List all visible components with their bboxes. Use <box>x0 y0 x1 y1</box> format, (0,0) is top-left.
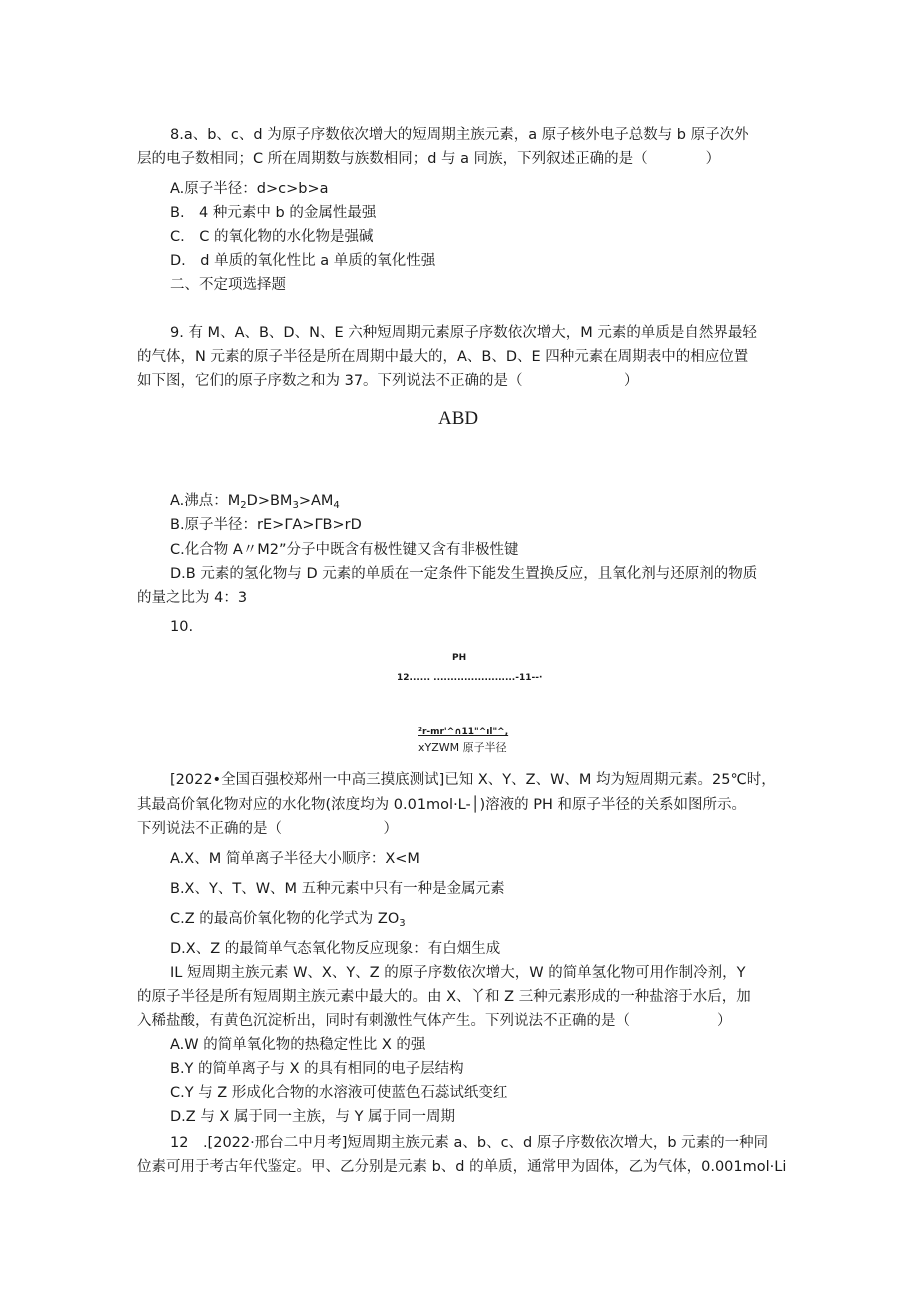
q9-option-d-line2: 的量之比为 4：3 <box>137 590 248 606</box>
q11-stem-line3: 入稀盐酸，有黄色沉淀析出，同时有刺激性气体产生。下列说法不正确的是（ ） <box>137 1013 732 1029</box>
q11-stem-line1: IL 短周期主族元素 W、X、Y、Z 的原子序数依次增大，W 的简单氢化物可用作制冷剂，Y <box>170 965 746 981</box>
q8-option-a: A.原子半径：d>c>b>a <box>170 181 329 197</box>
q10-stem-line2: 其最高价氧化物对应的水化物(浓度均为 0.01mol·L-│)溶液的 PH 和原子半径的关系如图所示。 <box>137 797 746 813</box>
q9-option-a: A.沸点：$M_2D>BM_3>AM_4$ <box>170 493 340 511</box>
q12-stem-line2: 位素可用于考古年代鉴定。甲、乙分别是元素 b、d 的单质，通常甲为固体，乙为气体，0.001mol·Li <box>137 1159 787 1175</box>
q9-figure-label: ABD <box>438 408 479 429</box>
q10-chart-axis-row: 12...... ........................-11--· <box>397 673 543 683</box>
q8-stem-line2: 层的电子数相同；C 所在周期数与族数相同；d 与 a 同族，下列叙述正确的是（ ） <box>137 151 721 167</box>
section-heading: 二、不定项选择题 <box>170 277 286 293</box>
q10-chart-curve-text: ²r-mr'^∩11"^ıl"^, <box>418 727 509 737</box>
q8-option-b: B. 4 种元素中 b 的金属性最强 <box>170 205 377 221</box>
q10-stem-line3: 下列说法不正确的是（ ） <box>137 821 398 837</box>
q10-number: 10. <box>170 619 194 635</box>
q11-option-a: A.W 的简单氧化物的热稳定性比 X 的强 <box>170 1037 426 1053</box>
q9-stem-line1: 9. 有 M、A、B、D、N、E 六种短周期元素原子序数依次增大，M 元素的单质是自然界最轻 <box>170 325 757 341</box>
q9-stem-line2: 的气体，N 元素的原子半径是所在周期中最大的，A、B、D、E 四种元素在周期表中的相应位置 <box>137 349 749 365</box>
q10-chart-x-label: xYZWM 原子半径 <box>418 741 507 754</box>
q10-option-d: D.X、Z 的最简单气态氧化物反应现象：有白烟生成 <box>170 941 501 957</box>
q11-stem-line2: 的原子半径是所有短周期主族元素中最大的。由 X、丫和 Z 三种元素形成的一种盐溶于水后，加 <box>137 989 751 1005</box>
q8-stem-line1: 8.a、b、c、d 为原子序数依次增大的短周期主族元素，a 原子核外电子总数与 b 原子次外 <box>170 127 749 143</box>
q11-option-b: B.Y 的简单离子与 X 的具有相同的电子层结构 <box>170 1061 464 1077</box>
q9-stem-line3: 如下图，它们的原子序数之和为 37。下列说法不正确的是（ ） <box>137 373 639 389</box>
q8-option-d: D. d 单质的氧化性比 a 单质的氧化性强 <box>170 253 436 269</box>
q10-option-b: B.X、Y、T、W、M 五种元素中只有一种是金属元素 <box>170 881 505 897</box>
q10-option-a: A.X、M 简单离子半径大小顺序：X<M <box>170 851 420 867</box>
q9-option-d-line1: D.B 元素的氢化物与 D 元素的单质在一定条件下能发生置换反应，且氧化剂与还原剂的物质 <box>170 566 758 582</box>
q10-option-c: C.Z 的最高价氧化物的化学式为 $ZO_3$ <box>170 911 406 929</box>
q11-option-c: C.Y 与 Z 形成化合物的水溶液可使蓝色石蕊试纸变红 <box>170 1085 508 1101</box>
q12-stem-line1: 12 .[2022·邢台二中月考]短周期主族元素 a、b、c、d 原子序数依次增大，b 元素的一种同 <box>170 1135 769 1151</box>
q8-option-c: C. C 的氧化物的水化物是强碱 <box>170 229 374 245</box>
q9-option-b: B.原子半径：rE>ΓA>ΓB>rD <box>170 517 362 533</box>
q10-stem-line1: [2022•全国百强校郑州一中高三摸底测试]已知 X、Y、Z、W、M 均为短周期元素。25℃时， <box>170 772 776 788</box>
q11-option-d: D.Z 与 X 属于同一主族，与 Y 属于同一周期 <box>170 1109 456 1125</box>
q10-chart-ph-label: PH <box>452 653 467 663</box>
q9-option-c: C.化合物 A〃M2”分子中既含有极性键又含有非极性键 <box>170 542 519 558</box>
